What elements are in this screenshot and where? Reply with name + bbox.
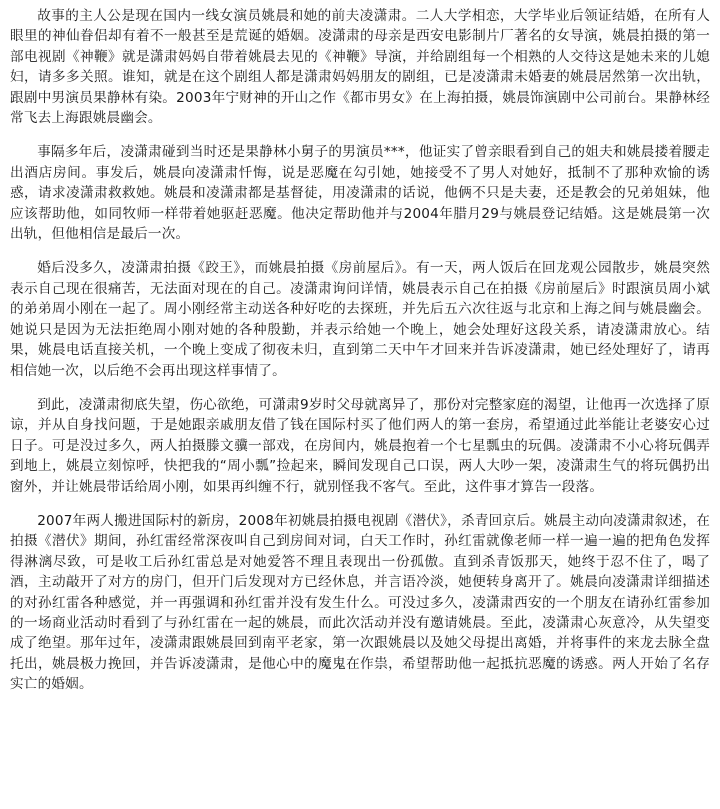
paragraph-5: 2007年两人搬进国际村的新房，2008年初姚晨拍摄电视剧《潜伏》，杀青回京后。姚晨主动向凌潇肃叙述，在拍摄《潜伏》期间，孙红雷经常深夜叫自己到房间对词，白天工作时，孙红雷就像老师一样一遍一遍的把角色发挥得淋漓尽致，可是收工后孙红雷总是对她爱答不理且表现出一份孤傲。直到杀青饭那天，她终于忍不住了，喝了酒，主动敲开了对方的房门，但开门后发现对方已经休息，并言语冷淡，她便转身离开了。姚晨向凌潇肃详细描述的对孙红雷各种感觉，并一再强调和孙红雷并没有发生什么。可没过多久，凌潇肃西安的一个朋友在请孙红雷参加的一场商业活动时看到了与孙红雷在一起的姚晨，而此次活动并没有邀请姚晨。至此，凌潇肃心灰意冷，从失望变成了绝望。那年过年，凌潇肃跟姚晨回到南平老家，第一次跟姚晨以及她父母提出离婚，并将事件的来龙去脉全盘托出，姚晨极力挽回，并告诉凌潇肃，是他心中的魔鬼在作祟，希望帮助他一起抵抗恶魔的诱惑。两人开始了名存实亡的婚姻。: [10, 512, 710, 693]
paragraph-4: 到此，凌潇肃彻底失望，伤心欲绝，可潇肃9岁时父母就离异了，那份对完整家庭的渴望，让他再一次选择了原谅，并从自身找问题，于是她跟亲戚朋友借了钱在国际村买了他们两人的第一套房，希望通过此举能让老婆安心过日子。可是没过多久，两人拍摄滕文骥一部戏，在房间内，姚晨抱着一个七星瓢虫的玩偶。凌潇肃不小心将玩偶弄到地上，姚晨立刻惊呼，快把我的“周小瓢”捡起来，瞬间发现自己口误，两人大吵一架，凌潇肃生气的将玩偶扔出窗外，并让姚晨带话给周小刚，如果再纠缠不行，就别怪我不客气。至此，这件事才算告一段落。: [10, 396, 710, 495]
paragraph-2: 事隔多年后，凌潇肃碰到当时还是果静林小舅子的男演员***，他证实了曾亲眼看到自己的姐夫和姚晨搂着腰走出酒店房间。事发后，姚晨向凌潇肃忏悔，说是恶魔在勾引她，她接受不了男人对她好，抵制不了那种欢愉的诱惑，请求凌潇肃救救她。姚晨和凌潇肃都是基督徒，用凌潇肃的话说，他俩不只是夫妻，还是教会的兄弟姐妹，他应该帮助他，如同牧师一样带着她驱赶恶魔。他决定帮助他并与2004年腊月29与姚晨登记结婚。这是姚晨第一次出轨，但他相信是最后一次。: [10, 144, 710, 243]
paragraph-1: 故事的主人公是现在国内一线女演员姚晨和她的前夫凌潇肃。二人大学相恋，大学毕业后领证结婚，在所有人眼里的神仙眷侣却有着不一般甚至是荒诞的婚姻。凌潇肃的母亲是西安电影制片厂著名的女导演，姚晨拍摄的第一部电视剧《神鞭》就是潇肃妈妈自带着姚晨去见的《神鞭》导演，并给剧组每一个相熟的人交待这是她未来的儿媳妇，请多多关照。谁知，就是在这个剧组人都是潇肃妈妈朋友的剧组，已是凌潇肃未婚妻的姚晨居然第一次出轨，跟剧中男演员果静林有染。2003年宁财神的开山之作《都市男女》在上海拍摄，姚晨饰演剧中公司前台。果静林经常飞去上海跟姚晨幽会。: [10, 8, 710, 127]
paragraph-3: 婚后没多久，凌潇肃拍摄《跤王》，而姚晨拍摄《房前屋后》。有一天，两人饭后在回龙观公园散步，姚晨突然表示自己现在很痛苦，无法面对现在的自己。凌潇肃询问详情，姚晨表示自己在拍摄《房前屋后》时跟演员周小斌的弟弟周小刚在一起了。周小刚经常主动送各种好吃的去探班，并先后五六次往返与北京和上海之间与姚晨幽会。她说只是因为无法拒绝周小刚对她的各种殷勤，并表示给她一个晚上，她会处理好这段关系，请凌潇肃放心。结果，姚晨电话直接关机，一个晚上变成了彻夜未归，直到第二天中午才回来并告诉凌潇肃，她已经处理好了，请再相信她一次，以后绝不会再出现这样事情了。: [10, 260, 710, 379]
